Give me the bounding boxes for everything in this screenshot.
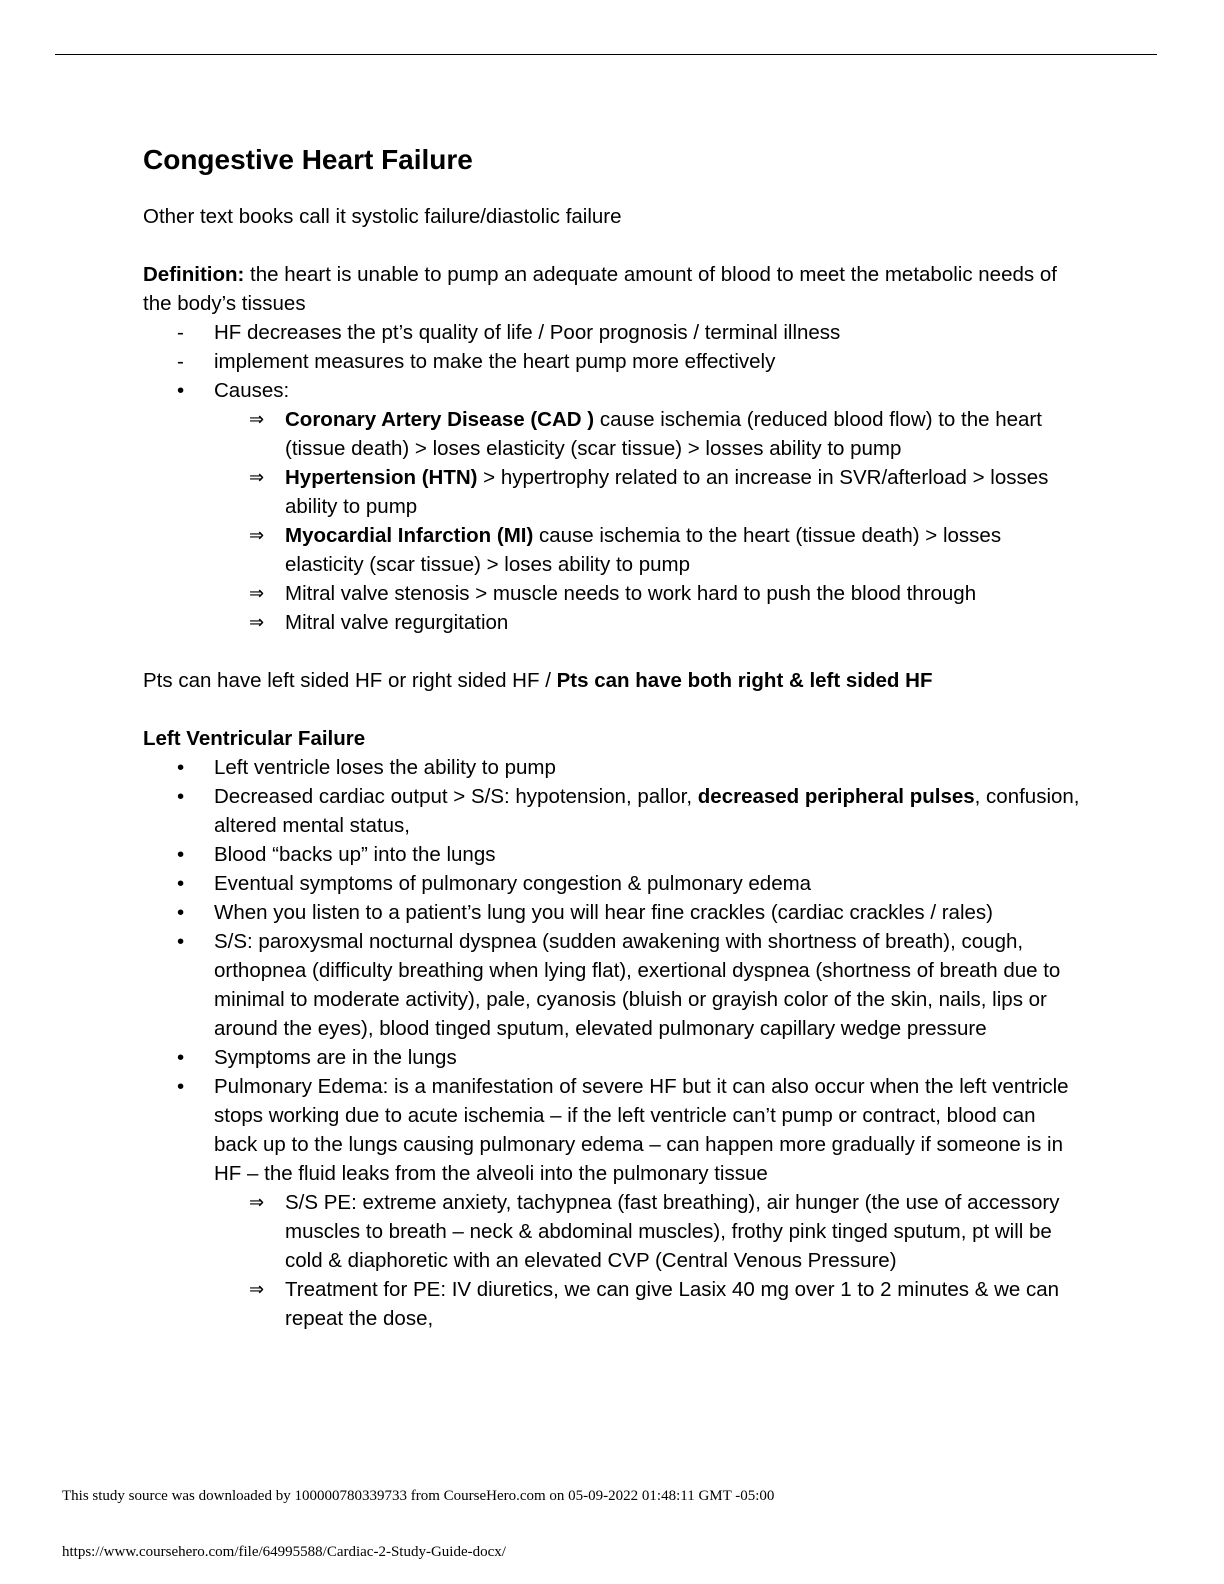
definition-list (143, 318, 1083, 637)
bullet-marker: • (177, 1075, 185, 1098)
download-notice: This study source was downloaded by 100000780339733 from CourseHero.com on 05-09-2022 01:48:11 GMT -05:00 (62, 1488, 775, 1504)
bullet-marker: • (177, 872, 185, 895)
definition (143, 260, 1083, 318)
list-item: • When you listen to a patient’s lung you will hear fine crackles (cardiac crackles / rales) (143, 898, 1083, 927)
list-item: • Eventual symptoms of pulmonary congestion & pulmonary edema (143, 869, 1083, 898)
arrow-marker: ⇒ (249, 612, 265, 632)
list-item: ⇒ Mitral valve stenosis > muscle needs to work hard to push the blood through (143, 579, 1083, 608)
causes-list (214, 405, 1083, 637)
arrow-marker: ⇒ (249, 409, 265, 429)
list-item: - implement measures to make the heart pump more effectively (143, 347, 1083, 376)
dash-marker: - (177, 350, 184, 373)
list-item: - HF decreases the pt’s quality of life / Poor prognosis / terminal illness (143, 318, 1083, 347)
list-item: • Symptoms are in the lungs (143, 1043, 1083, 1072)
bullet-marker: • (177, 1046, 185, 1069)
intro-text: Other text books call it systolic failure/diastolic failure (143, 205, 622, 228)
list-item: • Pulmonary Edema: is a manifestation of severe HF but it can also occur when the left ventricle stops working due to acute ischemia – if the left ventricle can’t pump or contract, blood can back up to the lungs causing pulmonary edema – can happen more gradually if someone is in HF – the fluid leaks from the alveoli into the pulmonary tissue ⇒ S/S PE: extreme anxiety, tachypnea (fast breathing), air hunger (the use of accessory muscles to breath – neck & abdominal muscles), frothy pink tinged sputum, pt will be cold & diaphoretic with an elevated CVP (Central Venous Pressure) ⇒ Treatment for PE: IV diuretics, we can give Lasix 40 mg over 1 to 2 minutes & we can repeat the dose, (143, 1072, 1083, 1333)
section-heading: Left Ventricular Failure (143, 727, 366, 750)
list-item: ⇒ Treatment for PE: IV diuretics, we can give Lasix 40 mg over 1 to 2 minutes & we can repeat the dose, (143, 1275, 1083, 1333)
list-item: • S/S: paroxysmal nocturnal dyspnea (sudden awakening with shortness of breath), cough, orthopnea (difficulty breathing when lying flat), exertional dyspnea (shortness of breath due to minimal to moderate activity), pale, cyanosis (bluish or grayish color of the skin, nails, lips or around the eyes), blood tinged sputum, elevated pulmonary capillary wedge pressure (143, 927, 1083, 1043)
bullet-marker: • (177, 930, 185, 953)
sides-paragraph: Pts can have left sided HF or right sided HF / Pts can have both right & left sided HF (143, 669, 933, 692)
causes-label: Causes: (214, 379, 290, 402)
definition-text: the heart is unable to pump an adequate amount of blood to meet the metabolic needs of the body’s tissues (143, 263, 1057, 315)
pe-list (214, 1188, 1083, 1333)
arrow-marker: ⇒ (249, 1192, 265, 1212)
arrow-marker: ⇒ (249, 1279, 265, 1299)
arrow-marker: ⇒ (249, 583, 265, 603)
list-item: ⇒ Myocardial Infarction (MI) cause ischemia to the heart (tissue death) > losses elasticity (scar tissue) > loses ability to pump (143, 521, 1083, 579)
list-item: ⇒ Hypertension (HTN) > hypertrophy related to an increase in SVR/afterload > losses ability to pump (143, 463, 1083, 521)
bullet-marker: • (177, 843, 185, 866)
list-item: ⇒ Coronary Artery Disease (CAD ) cause ischemia (reduced blood flow) to the heart (tissue death) > loses elasticity (scar tissue) > losses ability to pump (143, 405, 1083, 463)
dash-marker: - (177, 321, 184, 344)
list-item: • Left ventricle loses the ability to pump (143, 753, 1083, 782)
header-rule (55, 54, 1157, 55)
list-item: • Blood “backs up” into the lungs (143, 840, 1083, 869)
source-url: https://www.coursehero.com/file/64995588/Cardiac-2-Study-Guide-docx/ (62, 1544, 506, 1560)
page-title: Congestive Heart Failure (143, 144, 473, 175)
lvf-list (143, 753, 1083, 1333)
list-item: • Decreased cardiac output > S/S: hypotension, pallor, decreased peripheral pulses, confusion, altered mental status, (143, 782, 1083, 840)
arrow-marker: ⇒ (249, 467, 265, 487)
list-item (143, 376, 1083, 637)
bullet-marker: • (177, 379, 185, 402)
list-item: ⇒ S/S PE: extreme anxiety, tachypnea (fast breathing), air hunger (the use of accessory muscles to breath – neck & abdominal muscles), frothy pink tinged sputum, pt will be cold & diaphoretic with an elevated CVP (Central Venous Pressure) (143, 1188, 1083, 1275)
arrow-marker: ⇒ (249, 525, 265, 545)
bullet-marker: • (177, 785, 185, 808)
document-body (143, 140, 1083, 1333)
bullet-marker: • (177, 756, 185, 779)
bullet-marker: • (177, 901, 185, 924)
list-item: ⇒ Mitral valve regurgitation (143, 608, 1083, 637)
definition-label: Definition: (143, 263, 245, 286)
